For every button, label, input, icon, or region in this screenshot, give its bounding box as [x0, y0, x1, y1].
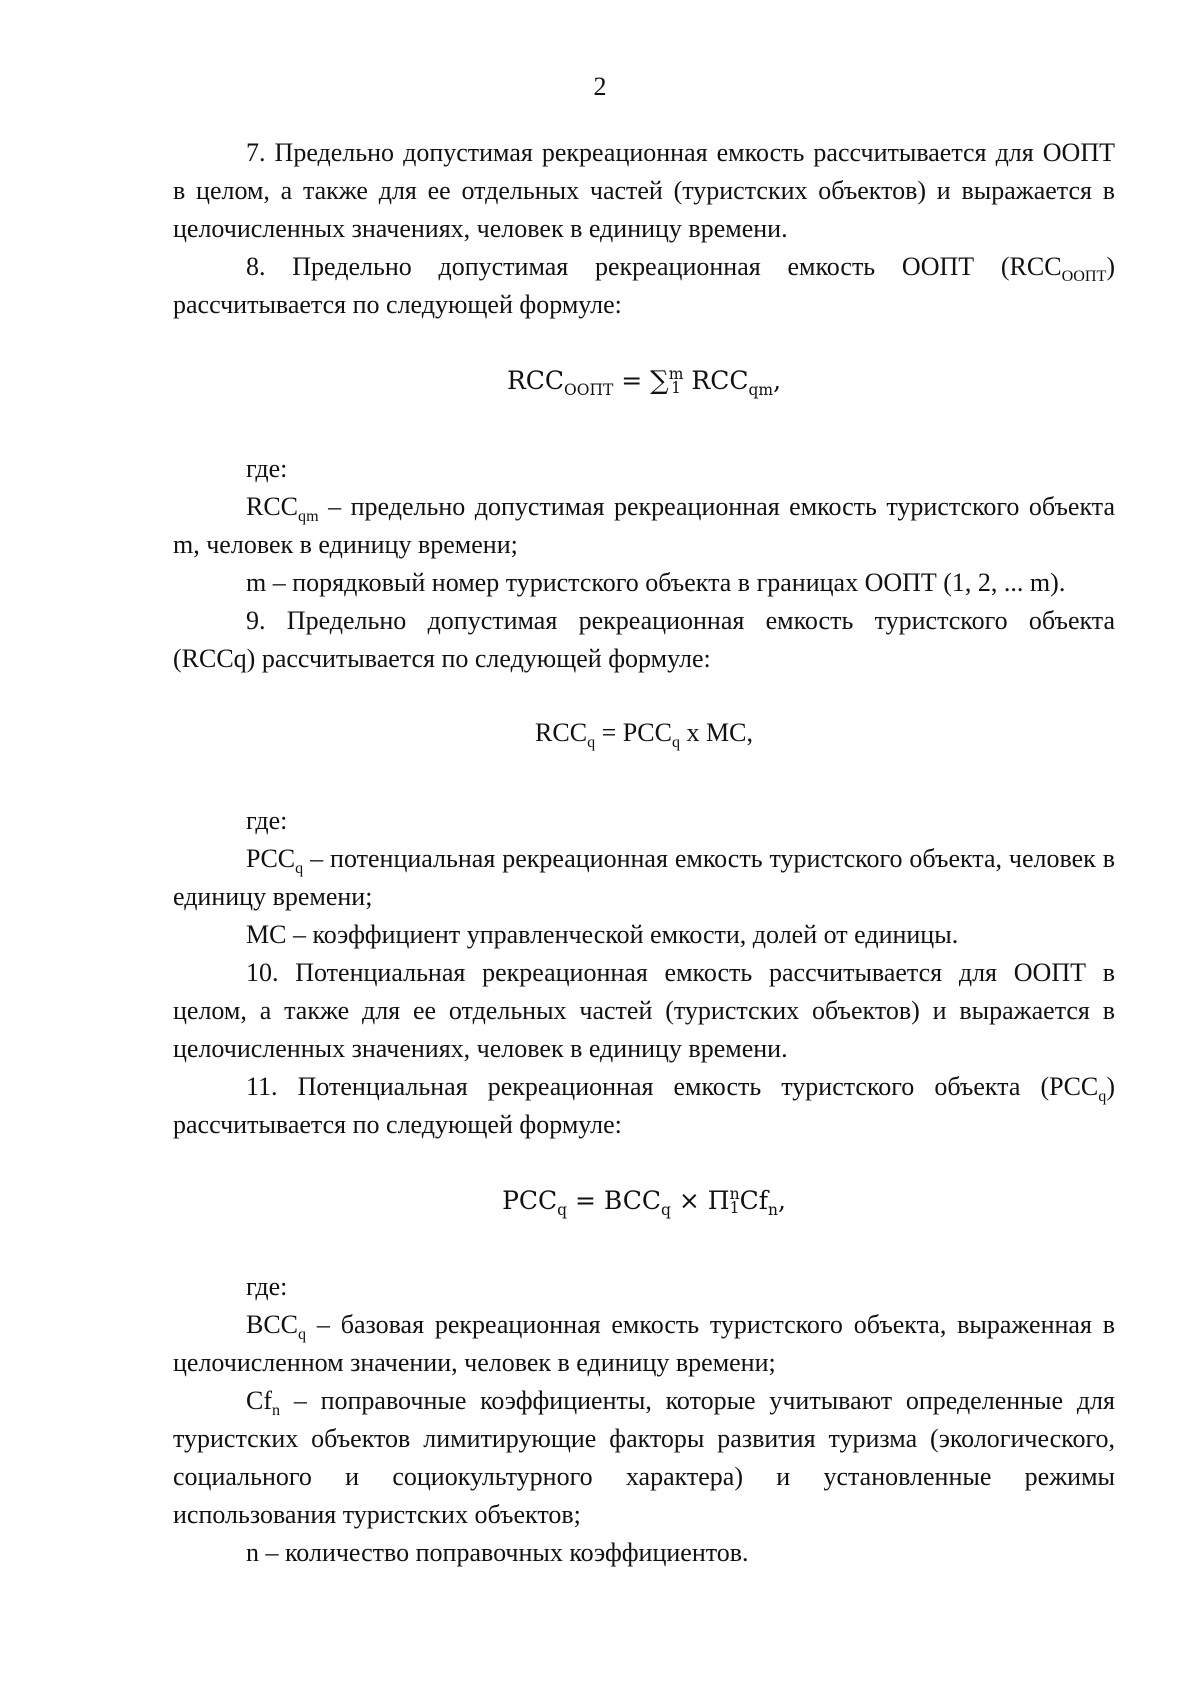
definition-pcc-q: [173, 840, 1115, 916]
where-label-2: где:: [246, 806, 288, 835]
where-label-1: где:: [246, 454, 288, 483]
definition-m: m – порядковый номер туристского объекта в границах ООПТ (1, 2, ... m).: [246, 568, 1066, 597]
definition-cf-n: [173, 1382, 1115, 1534]
definition-bcc-q: [173, 1306, 1115, 1382]
formula-3-cf: Cf: [739, 1186, 768, 1215]
definition-rcc-qm-term: RCC: [246, 492, 299, 521]
paragraph-10: 10. Потенциальная рекреационная емкость рассчитывается для ООПТ в целом, а также для ее отдельных частей (туристских объектов) и выражается в целочисленных значениях, человек в единицу времени.: [173, 958, 1115, 1063]
definition-mc: MC – коэффициент управленческой емкости, долей от единицы.: [246, 920, 959, 949]
formula-rcc-oopt: [173, 324, 1115, 450]
formula-1-equals: =: [613, 366, 651, 395]
definition-rcc-qm: [173, 488, 1115, 564]
product-sign: × Π: [670, 1186, 730, 1215]
definition-bcc-q-text: – базовая рекреационная емкость туристского объекта, выраженная в целочисленном значении, человек в единицу времени;: [173, 1310, 1115, 1377]
formula-2-pcc: = PCC: [595, 718, 672, 747]
paragraph-8-text-a: 8. Предельно допустимая рекреационная емкость ООПТ (RCC: [246, 252, 1062, 281]
formula-3-lhs: PCC: [502, 1186, 558, 1215]
sum-sign: ∑: [650, 366, 669, 396]
paragraph-8: [173, 248, 1115, 324]
formula-1-lhs: RCC: [506, 366, 565, 395]
formula-2-lhs: RCC: [535, 718, 588, 747]
formula-1-lhs-subscript: ООПТ: [564, 381, 614, 399]
sum-lower-limit: 1: [671, 378, 682, 397]
formula-1-rhs: RCC: [683, 366, 749, 395]
definition-pcc-q-term: PCC: [246, 844, 296, 873]
paragraph-11: [173, 1068, 1115, 1144]
definition-cf-n-term: Cf: [246, 1386, 272, 1415]
formula-3-cf-subscript: n: [767, 1201, 778, 1219]
formula-2-pcc-subscript: q: [671, 734, 680, 752]
paragraph-9: 9. Предельно допустимая рекреационная емкость туристского объекта (RCCq) рассчитывается по следующей формуле:: [173, 606, 1115, 673]
definition-pcc-q-text: – потенциальная рекреационная емкость туристского объекта, человек в единицу времени;: [173, 844, 1115, 911]
product-upper-limit: n: [729, 1184, 740, 1203]
sum-upper-limit: m: [668, 364, 684, 383]
formula-rcc-q: [173, 678, 1115, 802]
paragraph-11-subscript: q: [1098, 1088, 1107, 1106]
formula-2-lhs-subscript: q: [587, 734, 596, 752]
definition-cf-n-text: – поправочные коэффициенты, которые учитывают определенные для туристских объектов лимитирующие факторы развития туризма (экологического, социального и социокультурного характера) и установленные режимы использования туристских объектов;: [173, 1386, 1115, 1529]
page-number: 2: [593, 72, 607, 101]
definition-pcc-q-subscript: q: [295, 860, 304, 878]
paragraph-8-text-b: ) рассчитывается по следующей формуле:: [173, 252, 1115, 319]
formula-1-end: ,: [773, 366, 782, 395]
document-body: [173, 134, 1115, 1572]
paragraph-11-text-a: 11. Потенциальная рекреационная емкость туристского объекта (PCC: [246, 1072, 1099, 1101]
formula-2-end: x MC,: [680, 718, 753, 747]
paragraph-8-subscript: ООПТ: [1061, 268, 1107, 286]
formula-3-end: ,: [777, 1186, 786, 1215]
formula-pcc-q: [173, 1144, 1115, 1268]
paragraph-7: 7. Предельно допустимая рекреационная емкость рассчитывается для ООПТ в целом, а также для ее отдельных частей (туристских объектов) и выражается в целочисленных значениях, человек в единицу времени.: [173, 138, 1115, 243]
definition-n: n – количество поправочных коэффициентов.: [246, 1538, 749, 1567]
formula-3-bcc: = BCC: [567, 1186, 662, 1215]
paragraph-11-text-b: ) рассчитывается по следующей формуле:: [173, 1072, 1115, 1139]
where-label-3: где:: [246, 1272, 288, 1301]
sum-limits: [668, 364, 684, 397]
formula-1-rhs-subscript: qm: [748, 381, 774, 399]
definition-rcc-qm-text: – предельно допустимая рекреационная емкость туристского объекта m, человек в единицу времени;: [173, 492, 1115, 559]
definition-bcc-q-subscript: q: [298, 1326, 307, 1344]
formula-3-lhs-subscript: q: [557, 1201, 568, 1219]
product-limits: [729, 1184, 740, 1217]
formula-3-bcc-subscript: q: [661, 1201, 671, 1219]
definition-cf-n-subscript: n: [272, 1402, 281, 1420]
definition-rcc-qm-subscript: qm: [298, 508, 319, 526]
product-lower-limit: 1: [729, 1198, 740, 1217]
definition-bcc-q-term: BCC: [246, 1310, 299, 1339]
